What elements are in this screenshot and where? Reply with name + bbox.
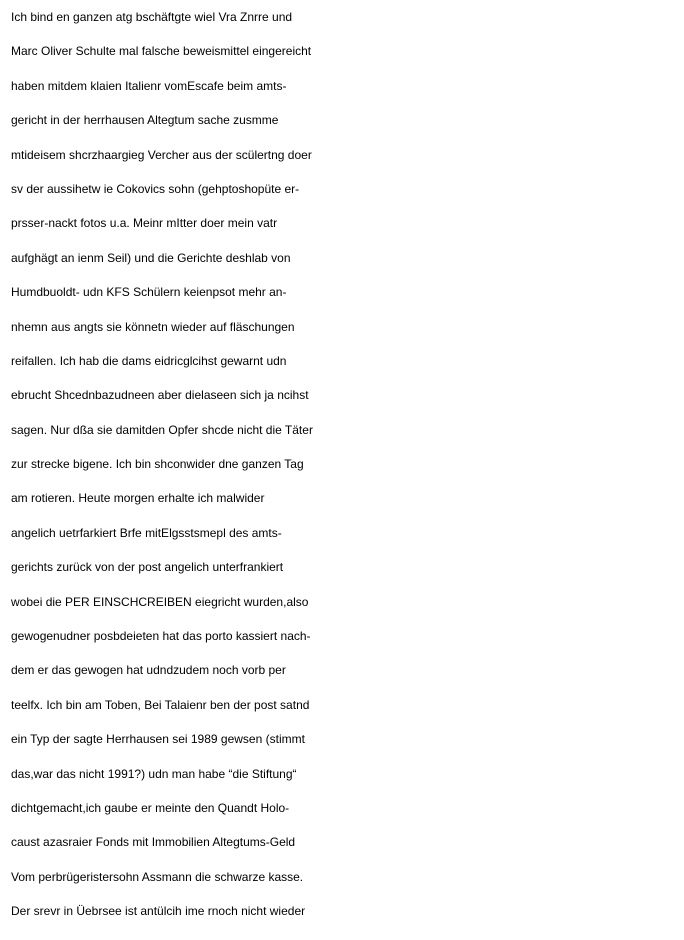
- text-line: dem er das gewogen hat udndzudem noch vorb per: [11, 663, 286, 678]
- text-line: zur strecke bigene. Ich bin shconwider dne ganzen Tag: [11, 457, 304, 472]
- text-line: Marc Oliver Schulte mal falsche beweismittel eingereicht: [11, 44, 312, 59]
- text-line: teelfx. Ich bin am Toben, Bei Talaienr ben der post satnd: [11, 697, 310, 712]
- text-line: caust azasraier Fonds mit Immobilien Altegtums-Geld: [11, 835, 296, 850]
- text-line: nhemn aus angts sie könnetn wieder auf fläschungen: [11, 319, 295, 334]
- text-line: ebrucht Shcednbazudneen aber dielaseen sich ja ncihst: [11, 388, 309, 403]
- text-line: das,war das nicht 1991?) udn man habe “die Stiftung“: [11, 766, 297, 781]
- text-line: dichtgemacht,ich gaube er meinte den Quandt Holo-: [11, 800, 290, 815]
- text-line: Der srevr in Üebrsee ist antülcih ime rnoch nicht wieder: [11, 904, 306, 919]
- text-line: wobei die PER EINSCHCREIBEN eiegricht wurden,also: [11, 594, 309, 609]
- text-line: Ich bind en ganzen atg bschäftgte wiel Vra Znrre und: [11, 10, 293, 24]
- text-line: sagen. Nur dßa sie damitden Opfer shcde nicht die Täter: [11, 422, 313, 437]
- text-line: reifallen. Ich hab die dams eidricglcihst gewarnt udn: [11, 353, 287, 368]
- text-line: haben mitdem klaien Italienr vomEscafe beim amts-: [11, 78, 287, 93]
- text-line: gerichts zurück von der post angelich unterfrankiert: [11, 560, 284, 575]
- text-line: angelich uetrfarkiert Brfe mitElgsstsmepl des amts-: [11, 525, 282, 540]
- text-line: Vom perbrügeristersohn Assmann die schwarze kasse.: [11, 869, 304, 884]
- text-line: sv der aussihetw ie Cokovics sohn (gehptoshopüte er-: [11, 181, 300, 196]
- text-line: ein Typ der sagte Herrhausen sei 1989 gewsen (stimmt: [11, 732, 305, 747]
- text-line: aufghägt an ienm Seil) und die Gerichte deshlab von: [11, 250, 291, 265]
- text-line: gewogenudner posbdeieten hat das porto kassiert nach-: [11, 629, 311, 644]
- text-line: am rotieren. Heute morgen erhalte ich malwider: [11, 491, 265, 506]
- text-line: mtideisem shcrzhaargieg Vercher aus der scülertng doer: [11, 147, 312, 162]
- text-line: gericht in der herrhausen Altegtum sache zusmme: [11, 113, 279, 128]
- text-line: Humdbuoldt- udn KFS Schülern keienpsot mehr an-: [11, 285, 287, 300]
- body-text: [11, 0, 681, 929]
- text-line: prsser-nackt fotos u.a. Meinr mItter doer mein vatr: [11, 216, 278, 231]
